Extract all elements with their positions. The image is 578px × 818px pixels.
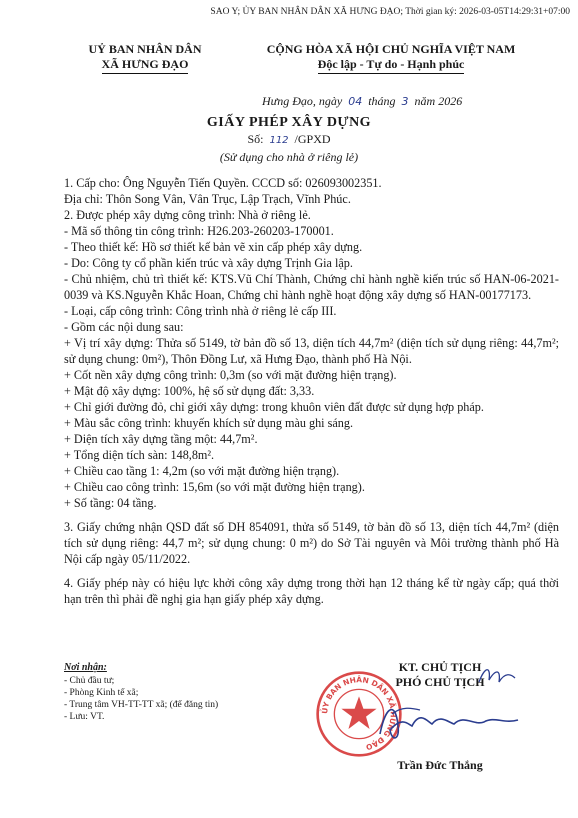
number-prefix: Số:: [247, 132, 264, 146]
contents-heading: - Gồm các nội dung sau:: [64, 320, 184, 334]
design-basis: - Theo thiết kế: Hồ sơ thiết kế bản vẽ xin cấp phép xây dựng.: [64, 240, 363, 254]
document-subtitle: (Sử dụng cho nhà ở riêng lẻ): [219, 150, 359, 164]
date-prefix: Hưng Đạo, ngày: [262, 94, 343, 108]
recipients-block: [64, 662, 274, 723]
date-month: 3: [401, 95, 409, 108]
date-year: năm 2026: [414, 94, 463, 108]
item-2-heading: 2. Được phép xây dựng công trình: Nhà ở riêng lẻ.: [64, 208, 311, 222]
national-title: CỘNG HÒA XÃ HỘI CHỦ NGHĨA VIỆT NAM: [266, 42, 516, 56]
building-type: - Loại, cấp công trình: Công trình nhà ở riêng lẻ cấp III.: [64, 304, 337, 318]
national-motto: Độc lập - Tự do - Hạnh phúc: [318, 57, 465, 74]
number-suffix: /GPXD: [294, 132, 331, 146]
detail-foundation-level: + Cốt nền xây dựng công trình: 0,3m (so với mặt đường hiện trạng).: [64, 368, 397, 382]
signer-name: Trần Đức Thắng: [397, 758, 483, 772]
handwritten-signature: [372, 696, 522, 746]
signature-title-line1: KT. CHỦ TỊCH: [398, 660, 482, 674]
item-4-validity: 4. Giấy phép này có hiệu lực khởi công xây dựng trong thời hạn 12 tháng kể từ ngày cấp; quá thời hạn trên thì phải đề nghị gia hạn giấy phép xây dựng.: [64, 576, 559, 606]
digital-signature-stamp: SAO Y; ỦY BAN NHÂN DÂN XÃ HƯNG ĐẠO; Thời gian ký: 2026-03-05T14:29:31+07:00: [210, 7, 570, 17]
detail-color: + Màu sắc công trình: khuyến khích sử dụng màu ghi sáng.: [64, 416, 354, 430]
lead-designers: - Chủ nhiệm, chủ trì thiết kế: KTS.Vũ Chí Thành, Chứng chỉ hành nghề kiến trúc số HAN-06-2021-0039 và KS.Nguyễn Khắc Hoan, Chứng chỉ hành nghề hoạt động xây dựng số HAN-00177173.: [64, 272, 559, 302]
recipients-heading: Nơi nhận:: [64, 662, 107, 673]
item-3-land-certificate: 3. Giấy chứng nhận QSD đất số DH 854091, thửa số 5149, tờ bản đồ số 13, diện tích 44,7m² (diện tích sử dụng riêng: 44,7 m²; sử dụng chung: 0 m²) do Sở Tài nguyên và Môi trường thành phố Hà Nội cấp ngày 05/11/2022.: [64, 520, 559, 566]
recipient-item: - Chủ đầu tư;: [64, 676, 115, 686]
item-1-address: Địa chỉ: Thôn Song Vân, Vân Trục, Lập Trạch, Vĩnh Phúc.: [64, 192, 351, 206]
issuer-header: [70, 42, 220, 74]
detail-ground-floor-area: + Diện tích xây dựng tầng một: 44,7m².: [64, 432, 258, 446]
document-number: [0, 132, 578, 147]
detail-location: + Vị trí xây dựng: Thửa số 5149, tờ bản đồ số 13, diện tích 44,7m² (diện tích sử dụng riêng: 44,7m²; sử dụng chung: 0m²), Thôn Đồng Lư, xã Hưng Đạo, thành phố Hà Nội.: [64, 336, 559, 366]
permit-body: [64, 175, 559, 607]
detail-floor-count: + Số tầng: 04 tầng.: [64, 496, 157, 510]
detail-boundaries: + Chỉ giới đường đỏ, chỉ giới xây dựng: trong khuôn viên đất được sử dụng hợp pháp.: [64, 400, 484, 414]
detail-floor-1-height: + Chiều cao tầng 1: 4,2m (so với mặt đường hiện trạng).: [64, 464, 340, 478]
document-title: GIẤY PHÉP XÂY DỰNG: [206, 115, 372, 130]
initial-mark: [477, 662, 517, 690]
detail-total-floor-area: + Tổng diện tích sàn: 148,8m².: [64, 448, 215, 462]
issue-date: [262, 94, 462, 109]
detail-density: + Mật độ xây dựng: 100%, hệ số sử dụng đất: 3,33.: [64, 384, 315, 398]
date-month-label: tháng: [368, 94, 396, 108]
seal-text: ỦY BAN NHÂN DÂN XÃ HƯNG ĐẠO: [320, 675, 398, 752]
recipient-item: - Phòng Kinh tế xã;: [64, 688, 139, 698]
national-header: [226, 42, 556, 74]
number-value: 112: [269, 135, 289, 146]
issuer-line2: XÃ HƯNG ĐẠO: [102, 57, 189, 74]
project-code: - Mã số thông tin công trình: H26.203-260203-170001.: [64, 224, 334, 238]
signature-title-line2: PHÓ CHỦ TỊCH: [395, 675, 485, 689]
item-1-recipient: 1. Cấp cho: Ông Nguyễn Tiến Quyền. CCCD số: 026093002351.: [64, 176, 382, 190]
recipient-item: - Lưu: VT.: [64, 712, 105, 722]
design-company: - Do: Công ty cổ phần kiến trúc và xây dựng Trịnh Gia lập.: [64, 256, 353, 270]
date-day: 04: [348, 95, 363, 108]
recipient-item: - Trung tâm VH-TT-TT xã; (để đăng tin): [64, 700, 219, 710]
detail-building-height: + Chiều cao công trình: 15,6m (so với mặt đường hiện trạng).: [64, 480, 365, 494]
issuer-line1: UỶ BAN NHÂN DÂN: [88, 42, 202, 56]
